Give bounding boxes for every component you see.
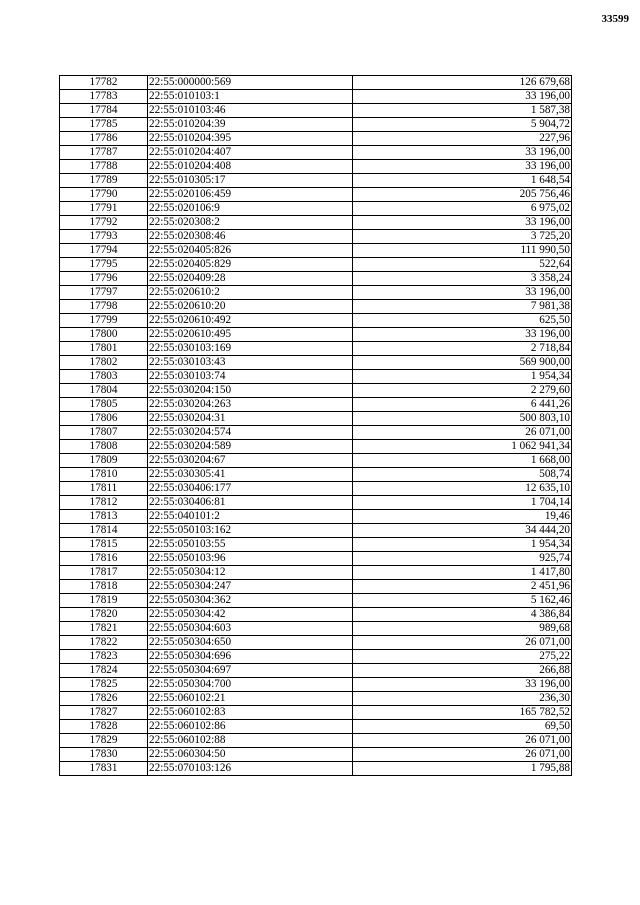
cadastral-number-cell: 22:55:050304:603 (148, 622, 353, 636)
row-number-cell: 17796 (60, 272, 148, 286)
table-row (60, 636, 572, 650)
table-row (60, 300, 572, 314)
row-number-cell: 17817 (60, 566, 148, 580)
cadastral-number-cell: 22:55:030204:67 (148, 454, 353, 468)
row-number-cell: 17801 (60, 342, 148, 356)
value-cell: 26 071,00 (353, 748, 572, 762)
table-row (60, 692, 572, 706)
table-row (60, 454, 572, 468)
value-cell: 205 756,46 (353, 188, 572, 202)
cadastral-number-cell: 22:55:030204:589 (148, 440, 353, 454)
page-number: 33599 (601, 13, 629, 25)
value-cell: 33 196,00 (353, 160, 572, 174)
row-number-cell: 17794 (60, 244, 148, 258)
row-number-cell: 17815 (60, 538, 148, 552)
row-number-cell: 17827 (60, 706, 148, 720)
row-number-cell: 17786 (60, 132, 148, 146)
table-row (60, 188, 572, 202)
cadastral-number-cell: 22:55:030305:41 (148, 468, 353, 482)
cadastral-number-cell: 22:55:060102:88 (148, 734, 353, 748)
value-cell: 1 587,38 (353, 104, 572, 118)
row-number-cell: 17784 (60, 104, 148, 118)
table-row (60, 174, 572, 188)
value-cell: 111 990,50 (353, 244, 572, 258)
value-cell: 925,74 (353, 552, 572, 566)
cadastral-number-cell: 22:55:010204:39 (148, 118, 353, 132)
table-row (60, 412, 572, 426)
cadastral-number-cell: 22:55:030204:150 (148, 384, 353, 398)
table-row (60, 538, 572, 552)
cadastral-number-cell: 22:55:030406:81 (148, 496, 353, 510)
value-cell: 1 668,00 (353, 454, 572, 468)
row-number-cell: 17798 (60, 300, 148, 314)
row-number-cell: 17816 (60, 552, 148, 566)
value-cell: 6 441,26 (353, 398, 572, 412)
value-cell: 33 196,00 (353, 678, 572, 692)
table-row (60, 384, 572, 398)
cadastral-number-cell: 22:55:000000:569 (148, 76, 353, 90)
table-row (60, 734, 572, 748)
value-cell: 26 071,00 (353, 636, 572, 650)
row-number-cell: 17828 (60, 720, 148, 734)
row-number-cell: 17814 (60, 524, 148, 538)
value-cell: 1 954,34 (353, 370, 572, 384)
cadastral-number-cell: 22:55:020610:492 (148, 314, 353, 328)
cadastral-number-cell: 22:55:010305:17 (148, 174, 353, 188)
cadastral-number-cell: 22:55:020409:28 (148, 272, 353, 286)
row-number-cell: 17808 (60, 440, 148, 454)
row-number-cell: 17803 (60, 370, 148, 384)
cadastral-number-cell: 22:55:010204:395 (148, 132, 353, 146)
cadastral-number-cell: 22:55:010204:407 (148, 146, 353, 160)
value-cell: 2 279,60 (353, 384, 572, 398)
table-row (60, 496, 572, 510)
value-cell: 3 358,24 (353, 272, 572, 286)
table-row (60, 370, 572, 384)
table-row (60, 216, 572, 230)
cadastral-number-cell: 22:55:020308:2 (148, 216, 353, 230)
table-row (60, 622, 572, 636)
value-cell: 33 196,00 (353, 286, 572, 300)
table-row (60, 706, 572, 720)
cadastral-number-cell: 22:55:030103:74 (148, 370, 353, 384)
row-number-cell: 17821 (60, 622, 148, 636)
table-row (60, 678, 572, 692)
value-cell: 1 704,14 (353, 496, 572, 510)
row-number-cell: 17822 (60, 636, 148, 650)
cadastral-number-cell: 22:55:070103:126 (148, 762, 353, 776)
value-cell: 2 451,96 (353, 580, 572, 594)
cadastral-number-cell: 22:55:030204:574 (148, 426, 353, 440)
row-number-cell: 17789 (60, 174, 148, 188)
table-row (60, 482, 572, 496)
row-number-cell: 17802 (60, 356, 148, 370)
row-number-cell: 17829 (60, 734, 148, 748)
row-number-cell: 17788 (60, 160, 148, 174)
value-cell: 69,50 (353, 720, 572, 734)
row-number-cell: 17813 (60, 510, 148, 524)
row-number-cell: 17790 (60, 188, 148, 202)
table-row (60, 580, 572, 594)
table-row (60, 244, 572, 258)
value-cell: 26 071,00 (353, 426, 572, 440)
row-number-cell: 17811 (60, 482, 148, 496)
value-cell: 33 196,00 (353, 216, 572, 230)
value-cell: 1 954,34 (353, 538, 572, 552)
cadastral-number-cell: 22:55:010103:46 (148, 104, 353, 118)
value-cell: 625,50 (353, 314, 572, 328)
row-number-cell: 17831 (60, 762, 148, 776)
cadastral-number-cell: 22:55:040101:2 (148, 510, 353, 524)
value-cell: 34 444,20 (353, 524, 572, 538)
row-number-cell: 17799 (60, 314, 148, 328)
value-cell: 12 635,10 (353, 482, 572, 496)
row-number-cell: 17826 (60, 692, 148, 706)
table-row (60, 104, 572, 118)
table-row (60, 160, 572, 174)
value-cell: 236,30 (353, 692, 572, 706)
row-number-cell: 17804 (60, 384, 148, 398)
table-row (60, 720, 572, 734)
row-number-cell: 17810 (60, 468, 148, 482)
table-row (60, 342, 572, 356)
value-cell: 1 062 941,34 (353, 440, 572, 454)
row-number-cell: 17830 (60, 748, 148, 762)
cadastral-number-cell: 22:55:030103:43 (148, 356, 353, 370)
cadastral-number-cell: 22:55:050304:697 (148, 664, 353, 678)
value-cell: 275,22 (353, 650, 572, 664)
table-row (60, 146, 572, 160)
cadastral-number-cell: 22:55:020610:20 (148, 300, 353, 314)
table-row (60, 90, 572, 104)
value-cell: 3 725,20 (353, 230, 572, 244)
cadastral-number-cell: 22:55:050103:162 (148, 524, 353, 538)
value-cell: 5 162,46 (353, 594, 572, 608)
table-row (60, 398, 572, 412)
value-cell: 1 417,80 (353, 566, 572, 580)
value-cell: 19,46 (353, 510, 572, 524)
row-number-cell: 17825 (60, 678, 148, 692)
row-number-cell: 17792 (60, 216, 148, 230)
value-cell: 33 196,00 (353, 90, 572, 104)
data-table (59, 75, 572, 776)
cadastral-number-cell: 22:55:060102:83 (148, 706, 353, 720)
table-row (60, 650, 572, 664)
value-cell: 5 904,72 (353, 118, 572, 132)
cadastral-number-cell: 22:55:060102:21 (148, 692, 353, 706)
table-row (60, 286, 572, 300)
table-row (60, 468, 572, 482)
value-cell: 165 782,52 (353, 706, 572, 720)
table-row (60, 118, 572, 132)
table-row (60, 762, 572, 776)
cadastral-number-cell: 22:55:030204:263 (148, 398, 353, 412)
cadastral-number-cell: 22:55:020405:829 (148, 258, 353, 272)
row-number-cell: 17783 (60, 90, 148, 104)
value-cell: 266,88 (353, 664, 572, 678)
cadastral-number-cell: 22:55:050304:700 (148, 678, 353, 692)
row-number-cell: 17820 (60, 608, 148, 622)
value-cell: 569 900,00 (353, 356, 572, 370)
value-cell: 508,74 (353, 468, 572, 482)
table-row (60, 230, 572, 244)
table-row (60, 608, 572, 622)
cadastral-number-cell: 22:55:020610:2 (148, 286, 353, 300)
cadastral-number-cell: 22:55:030103:169 (148, 342, 353, 356)
row-number-cell: 17793 (60, 230, 148, 244)
value-cell: 26 071,00 (353, 734, 572, 748)
table-row (60, 510, 572, 524)
row-number-cell: 17800 (60, 328, 148, 342)
table-body (60, 76, 572, 776)
table-row (60, 440, 572, 454)
value-cell: 4 386,84 (353, 608, 572, 622)
table-row (60, 524, 572, 538)
table-row (60, 426, 572, 440)
cadastral-number-cell: 22:55:050304:650 (148, 636, 353, 650)
row-number-cell: 17809 (60, 454, 148, 468)
table-row (60, 314, 572, 328)
table-row (60, 272, 572, 286)
row-number-cell: 17806 (60, 412, 148, 426)
cadastral-number-cell: 22:55:020308:46 (148, 230, 353, 244)
row-number-cell: 17824 (60, 664, 148, 678)
value-cell: 6 975,02 (353, 202, 572, 216)
cadastral-number-cell: 22:55:060304:50 (148, 748, 353, 762)
row-number-cell: 17797 (60, 286, 148, 300)
row-number-cell: 17785 (60, 118, 148, 132)
value-cell: 227,96 (353, 132, 572, 146)
cadastral-number-cell: 22:55:060102:86 (148, 720, 353, 734)
value-cell: 1 648,54 (353, 174, 572, 188)
cadastral-number-cell: 22:55:050304:12 (148, 566, 353, 580)
cadastral-number-cell: 22:55:050304:362 (148, 594, 353, 608)
value-cell: 522,64 (353, 258, 572, 272)
row-number-cell: 17787 (60, 146, 148, 160)
cadastral-number-cell: 22:55:030204:31 (148, 412, 353, 426)
value-cell: 989,68 (353, 622, 572, 636)
cadastral-number-cell: 22:55:010103:1 (148, 90, 353, 104)
cadastral-number-cell: 22:55:010204:408 (148, 160, 353, 174)
value-cell: 33 196,00 (353, 328, 572, 342)
cadastral-number-cell: 22:55:020610:495 (148, 328, 353, 342)
value-cell: 33 196,00 (353, 146, 572, 160)
cadastral-number-cell: 22:55:050304:247 (148, 580, 353, 594)
row-number-cell: 17807 (60, 426, 148, 440)
row-number-cell: 17791 (60, 202, 148, 216)
table-row (60, 552, 572, 566)
cadastral-number-cell: 22:55:020405:826 (148, 244, 353, 258)
cadastral-number-cell: 22:55:050103:96 (148, 552, 353, 566)
row-number-cell: 17782 (60, 76, 148, 90)
table-row (60, 748, 572, 762)
table-row (60, 594, 572, 608)
table-row (60, 76, 572, 90)
table-row (60, 202, 572, 216)
row-number-cell: 17812 (60, 496, 148, 510)
row-number-cell: 17819 (60, 594, 148, 608)
row-number-cell: 17818 (60, 580, 148, 594)
table-row (60, 664, 572, 678)
value-cell: 1 795,88 (353, 762, 572, 776)
cadastral-number-cell: 22:55:050103:55 (148, 538, 353, 552)
row-number-cell: 17805 (60, 398, 148, 412)
cadastral-number-cell: 22:55:030406:177 (148, 482, 353, 496)
table-row (60, 132, 572, 146)
value-cell: 126 679,68 (353, 76, 572, 90)
row-number-cell: 17823 (60, 650, 148, 664)
value-cell: 500 803,10 (353, 412, 572, 426)
row-number-cell: 17795 (60, 258, 148, 272)
cadastral-number-cell: 22:55:050304:696 (148, 650, 353, 664)
cadastral-number-cell: 22:55:020106:459 (148, 188, 353, 202)
table-row (60, 356, 572, 370)
table-row (60, 328, 572, 342)
cadastral-number-cell: 22:55:020106:9 (148, 202, 353, 216)
value-cell: 7 981,38 (353, 300, 572, 314)
table-row (60, 258, 572, 272)
table-row (60, 566, 572, 580)
cadastral-number-cell: 22:55:050304:42 (148, 608, 353, 622)
value-cell: 2 718,84 (353, 342, 572, 356)
